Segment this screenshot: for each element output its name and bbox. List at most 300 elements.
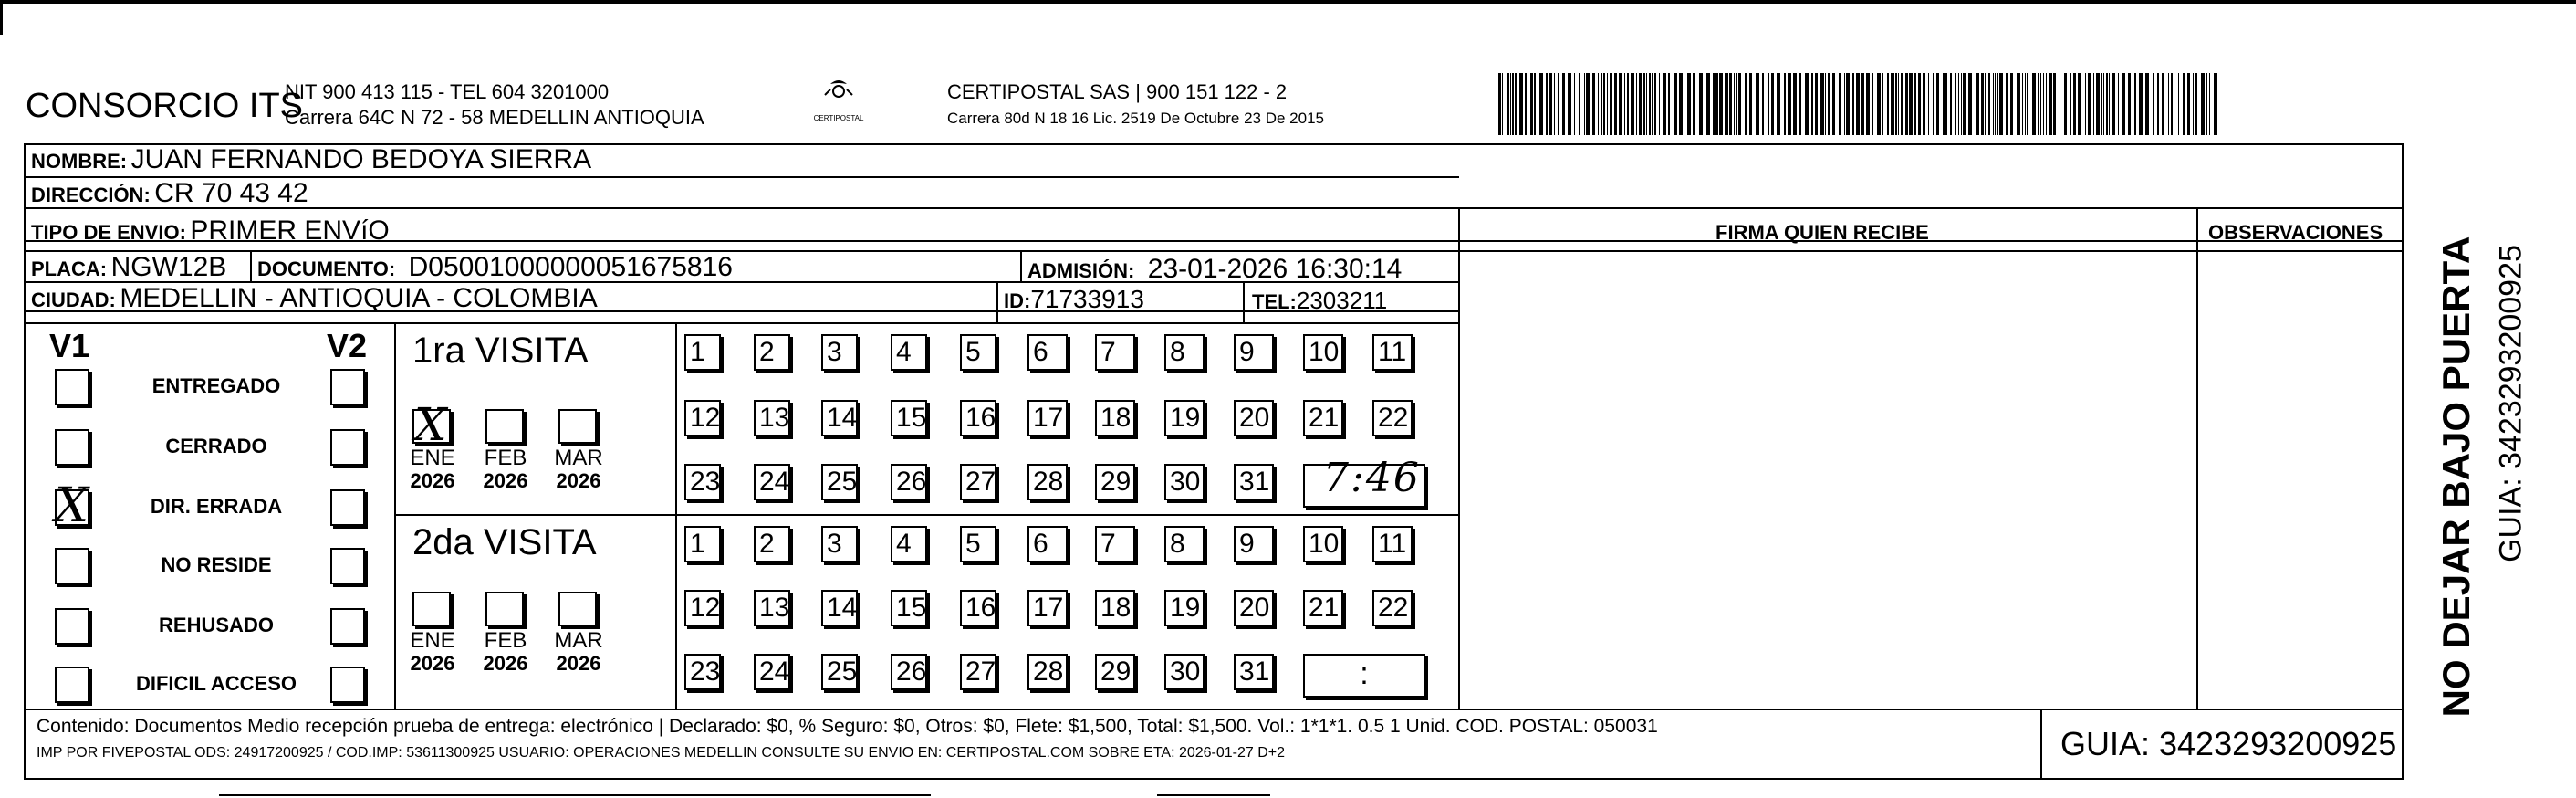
second-visit-day[interactable]: 30 [1164,654,1205,690]
v1-checkbox[interactable] [55,548,89,584]
barcode-bar [1530,73,1533,135]
status-option-label: NO RESIDE [161,553,272,576]
barcode-bar [1914,73,1916,135]
barcode-bar [1502,73,1503,135]
barcode-bar [1815,73,1818,135]
first-visit-day[interactable]: 30 [1164,464,1205,500]
tel-label: TEL: [1252,290,1297,313]
barcode-bar [1846,73,1850,135]
left-edge-line [0,0,3,35]
first-visit-title: 1ra VISITA [412,331,589,371]
first-visit-day[interactable]: 25 [821,464,858,500]
first-visit-time: 7:46 [1323,455,1421,501]
barcode-bar [1968,73,1972,135]
first-visit-day[interactable]: 24 [754,464,790,500]
barcode-bar [1614,73,1617,135]
row-divider [24,207,2404,209]
barcode-bar [1955,73,1956,135]
barcode-bar [1668,73,1670,135]
barcode-bar [1659,73,1660,135]
first-visit-day[interactable]: 7 [1095,334,1135,371]
documento-value: D05001000000051675816 [408,252,733,282]
barcode-bar [1498,73,1501,135]
barcode-bar [1805,73,1809,135]
barcode-bar [1649,73,1651,135]
barcode-bar [2171,73,2173,135]
barcode-bar [1687,73,1691,135]
col-divider [2196,207,2198,709]
barcode-bar [2078,73,2081,135]
v2-checkbox[interactable] [330,608,365,645]
barcode-bar [1811,73,1813,135]
barcode-bar [2022,73,2023,135]
second-visit-day[interactable]: 21 [1303,590,1343,626]
second-visit-day[interactable]: 25 [821,654,858,690]
second-visit-title: 2da VISITA [412,522,597,562]
year-label: 2026 [483,652,528,675]
barcode-bar [2109,73,2110,135]
barcode-bar [2103,73,2104,135]
first-visit-day[interactable]: 19 [1164,400,1205,436]
barcode-bar [1832,73,1835,135]
barcode-bar [2053,73,2056,135]
status-option-label: DIR. ERRADA [150,495,283,518]
barcode-bar [2046,73,2047,135]
barcode-bar [1901,73,1903,135]
barcode-bar [1734,73,1735,135]
first-visit-day[interactable]: 17 [1027,400,1068,436]
firma-label: FIRMA QUIEN RECIBE [1716,221,1929,244]
second-visit-day[interactable]: 7 [1095,526,1135,562]
second-visit-day[interactable]: 29 [1095,654,1135,690]
placa-row [31,252,226,283]
col-divider [996,281,998,322]
first-visit-month-feb[interactable] [485,409,524,444]
barcode-bar [1839,73,1841,135]
barcode-bar [2139,73,2143,135]
barcode-bar [1784,73,1786,135]
barcode-bar [1598,73,1599,135]
barcode-bar [2106,73,2108,135]
barcode-bar [1872,73,1873,135]
row-divider [394,514,1459,516]
barcode-bar [1958,73,1959,135]
first-visit-day[interactable]: 11 [1372,334,1413,371]
second-visit-day[interactable]: 8 [1164,526,1205,562]
barcode-bar [1745,73,1747,135]
col-divider [394,322,396,709]
barcode-bar [1519,73,1523,135]
col-divider [1020,250,1022,281]
barcode-bar [1905,73,1908,135]
barcode-bar [2209,73,2210,135]
barcode-bar [1985,73,1986,135]
barcode-bar [2093,73,2094,135]
barcode-bar [1562,73,1565,135]
barcode-bar [2006,73,2008,135]
side-notice: NO DEJAR BAJO PUERTA [2435,236,2477,718]
second-visit-day[interactable]: 13 [754,590,790,626]
barcode-bar [1976,73,1979,135]
v1-checkbox[interactable] [55,478,89,533]
barcode-bar [1719,73,1723,135]
barcode-bar [2010,73,2013,135]
barcode-bar [1706,73,1710,135]
barcode-bar [1995,73,1996,135]
barcode-bar [1852,73,1854,135]
barcode-bar [2168,73,2169,135]
barcode-bar [2145,73,2149,135]
v1-header: V1 [49,327,90,364]
barcode-bar [2085,73,2086,135]
second-visit-day[interactable]: 1 [684,526,721,562]
barcode-bar [1771,73,1774,135]
barcode-bar [1539,73,1543,135]
ciudad-label: CIUDAD: [31,289,116,311]
barcode-bar [1895,73,1897,135]
col-divider [1458,207,1460,709]
barcode-bar [1693,73,1695,135]
v1-checkbox[interactable] [55,369,89,405]
barcode-bar [1607,73,1608,135]
barcode-bar [1993,73,1994,135]
barcode-bar [1568,73,1571,135]
first-visit-day[interactable]: 9 [1234,334,1274,371]
id-value: 71733913 [1030,285,1144,313]
barcode-bar [1820,73,1824,135]
v2-checkbox[interactable] [330,667,365,703]
second-visit-day[interactable]: 31 [1234,654,1274,690]
v1-checkbox[interactable] [55,667,89,703]
first-visit-day[interactable]: 10 [1303,334,1343,371]
barcode-bar [1592,73,1595,135]
month-label: ENE [410,446,455,470]
barcode-bar [1579,73,1580,135]
certipostal-logo [810,77,867,128]
first-visit-day[interactable]: 29 [1095,464,1135,500]
barcode-bar [1933,73,1934,135]
barcode-bar [1943,73,1945,135]
second-visit-day[interactable]: 3 [821,526,858,562]
first-visit-day[interactable]: 3 [821,334,858,371]
ciudad-value: MEDELLIN - ANTIOQUIA - COLOMBIA [120,283,598,313]
admision-row [1027,254,1402,285]
barcode-bar [1619,73,1622,135]
barcode-bar [1636,73,1637,135]
barcode-bar [1961,73,1962,135]
status-option-label: CERRADO [165,435,267,457]
barcode-bar [1988,73,1990,135]
admision-label: ADMISIÓN: [1027,259,1135,282]
first-visit-time-box[interactable] [1303,455,1425,508]
barcode-bar [2032,73,2036,135]
second-visit-day[interactable]: 17 [1027,590,1068,626]
barcode-bar [1793,73,1797,135]
row-divider [24,322,1459,324]
barcode-bar [1923,73,1925,135]
barcode-bar [2193,73,2194,135]
barcode-bar [1768,73,1769,135]
barcode-bar [2122,73,2125,135]
tel-row [1252,287,1387,315]
direccion-row [31,178,308,209]
tipo-value: PRIMER ENVíO [190,215,390,246]
barcode-bar [1950,73,1952,135]
barcode-bar [1918,73,1921,135]
barcode-bar [1999,73,2003,135]
barcode-bar [1507,73,1509,135]
month-label: FEB [484,446,527,470]
second-visit-day[interactable]: 6 [1027,526,1068,562]
barcode-bar [1729,73,1732,135]
id-row [1004,285,1144,314]
first-visit-day[interactable]: 14 [821,400,858,436]
barcode-bar [2201,73,2205,135]
barcode-bar [2025,73,2026,135]
year-label: 2026 [556,652,601,675]
v2-header: V2 [327,327,368,364]
col-divider [250,250,252,281]
barcode-bar [1663,73,1666,135]
second-visit-time-box[interactable] [1303,654,1425,698]
footer-imp: IMP POR FIVEPOSTAL ODS: 24917200925 / COD.IMP: 53611300925 USUARIO: OPERACIONES MEDELLIN CONSULTE SU ENVIO EN: CERTIPOSTAL.COM SOBRE ETA: 2026-01-27 D+2 [37,745,1286,761]
second-visit-day[interactable]: 22 [1372,590,1413,626]
barcode-bar [2073,73,2076,135]
status-option-label: REHUSADO [159,614,274,636]
barcode-bar [1610,73,1612,135]
first-visit-day[interactable]: 12 [684,400,721,436]
documento-label: DOCUMENTO: [257,257,396,280]
first-visit-day[interactable]: 26 [891,464,927,500]
barcode-bar [1736,73,1737,135]
barcode-bar [1674,73,1677,135]
barcode-bar [1725,73,1728,135]
barcode-bar [1586,73,1590,135]
side-guia: GUIA: 3423293200925 [2493,245,2529,562]
first-visit-day[interactable]: 20 [1234,400,1274,436]
carrier-name: CERTIPOSTAL SAS | 900 151 122 - 2 [947,80,1288,103]
first-visit-day[interactable]: 16 [960,400,996,436]
barcode-bar [1549,73,1552,135]
second-visit-day[interactable]: 12 [684,590,721,626]
second-visit-day[interactable]: 18 [1095,590,1135,626]
barcode-bar [2128,73,2131,135]
barcode-bar [1713,73,1716,135]
company-address: Carrera 64C N 72 - 58 MEDELLIN ANTIOQUIA [285,106,704,129]
admision-value: 23-01-2026 16:30:14 [1147,254,1403,284]
company-nit: NIT 900 413 115 - TEL 604 3201000 [285,80,610,103]
barcode-bar [1898,73,1899,135]
bottom-rule [219,794,931,796]
barcode-bar [1652,73,1653,135]
nombre-value: JUAN FERNANDO BEDOYA SIERRA [130,144,592,174]
barcode-bar [1574,73,1575,135]
nombre-label: NOMBRE: [31,150,128,173]
second-visit-day[interactable]: 2 [754,526,790,562]
second-visit-month-ene[interactable] [412,592,451,626]
direccion-value: CR 70 43 42 [154,178,308,208]
barcode-bar [1679,73,1683,135]
company-name: CONSORCIO ITS [26,87,304,125]
year-label: 2026 [410,652,455,675]
second-visit-day[interactable]: 9 [1234,526,1274,562]
observaciones-label: OBSERVACIONES [2208,221,2383,244]
id-label: ID: [1004,289,1031,312]
first-visit-day[interactable]: 6 [1027,334,1068,371]
second-visit-month-feb[interactable] [485,592,524,626]
second-visit-day[interactable]: 15 [891,590,927,626]
barcode-bar [1828,73,1830,135]
barcode-bar [1624,73,1625,135]
barcode-bar [1981,73,1984,135]
first-visit-day[interactable]: 18 [1095,400,1135,436]
month-label: MAR [554,446,603,470]
second-visit-day[interactable]: 5 [960,526,996,562]
carrier-address: Carrera 80d N 18 16 Lic. 2519 De Octubre 23 De 2015 [947,110,1324,127]
second-visit-day[interactable]: 20 [1234,590,1274,626]
barcode-bar [1777,73,1780,135]
barcode-bar [2206,73,2207,135]
barcode-bar [1749,73,1752,135]
second-visit-day[interactable]: 28 [1027,654,1068,690]
first-visit-day[interactable]: 28 [1027,464,1068,500]
barcode-bar [1525,73,1527,135]
month-label: MAR [554,628,603,653]
first-visit-day[interactable]: 23 [684,464,721,500]
barcode-bar [1936,73,1939,135]
barcode-bar [1646,73,1647,135]
first-visit-day[interactable]: 31 [1234,464,1274,500]
second-visit-day[interactable]: 19 [1164,590,1205,626]
barcode-bar [1654,73,1656,135]
bottom-rule [1157,794,1270,796]
second-visit-time: : [1360,656,1369,691]
barcode-bar [1756,73,1759,135]
second-visit-day[interactable]: 11 [1372,526,1413,562]
v1-checkbox[interactable] [55,608,89,645]
barcode-bar [2118,73,2119,135]
footer-guia: GUIA: 3423293200925 [2060,725,2397,762]
barcode-bar [2096,73,2100,135]
barcode-bar [1844,73,1845,135]
barcode-bar [1631,73,1634,135]
barcode-bar [1945,73,1947,135]
first-visit-day[interactable]: 8 [1164,334,1205,371]
barcode-bar [1699,73,1703,135]
barcode-bar [1643,73,1645,135]
barcode-bar [2070,73,2071,135]
first-visit-month-mar[interactable] [558,409,597,444]
barcode-bar [1882,73,1883,135]
barcode-bar [1554,73,1555,135]
barcode-bar [1512,73,1514,135]
second-visit-day[interactable]: 23 [684,654,721,690]
barcode-bar [2027,73,2028,135]
placa-value: NGW12B [110,252,227,282]
barcode-bar [2195,73,2197,135]
second-visit-day[interactable]: 26 [891,654,927,690]
first-visit-day[interactable]: 2 [754,334,790,371]
placa-label: PLACA: [31,257,108,280]
barcode-bar [2153,73,2154,135]
tipo-row [31,215,390,247]
v2-checkbox[interactable] [330,548,365,584]
barcode-bar [1762,73,1764,135]
first-visit-day[interactable]: 1 [684,334,721,371]
first-visit-day[interactable]: 4 [891,334,927,371]
first-visit-day[interactable]: 13 [754,400,790,436]
second-visit-month-mar[interactable] [558,592,597,626]
barcode-bar [1546,73,1548,135]
barcode-bar [1639,73,1642,135]
barcode-bar [1799,73,1801,135]
status-option-label: DIFICIL ACCESO [135,672,297,695]
barcode-bar [1963,73,1966,135]
barcode-bar [2040,73,2041,135]
month-label: FEB [484,628,527,653]
barcode-bar [2112,73,2115,135]
barcode-bar [2017,73,2020,135]
barcode-bar [1866,73,1870,135]
barcode-bar [1909,73,1913,135]
second-visit-day[interactable]: 10 [1303,526,1343,562]
barcode-bar [2157,73,2159,135]
tipo-label: TIPO DE ENVIO: [31,221,186,244]
second-visit-day[interactable]: 27 [960,654,996,690]
second-visit-day[interactable]: 14 [821,590,858,626]
barcode-bar [2088,73,2091,135]
col-divider [675,322,677,709]
v1-check-mark: X [55,478,89,533]
v2-checkbox[interactable] [330,369,365,405]
barcode-bar [2162,73,2164,135]
nombre-row [31,144,591,175]
barcode-bar [1738,73,1741,135]
first-visit-day[interactable]: 15 [891,400,927,436]
barcode-bar [1891,73,1894,135]
first-visit-day[interactable]: 22 [1372,400,1413,436]
barcode-bar [1584,73,1585,135]
barcode-bar [1928,73,1929,135]
col-divider [1243,281,1245,322]
barcode-bar [1627,73,1629,135]
logo-mark-icon [810,77,867,110]
barcode-bar [2178,73,2179,135]
barcode-bar [2214,73,2217,135]
barcode-bar [2187,73,2190,135]
second-visit-day[interactable]: 16 [960,590,996,626]
second-visit-day[interactable]: 4 [891,526,927,562]
first-visit-month-ene[interactable] [412,398,451,451]
barcode-bar [1603,73,1605,135]
barcode-bar [1877,73,1881,135]
first-visit-day[interactable]: 21 [1303,400,1343,436]
v1-checkbox[interactable] [55,429,89,466]
second-visit-day[interactable]: 24 [754,654,790,690]
barcode-bar [1510,73,1511,135]
barcode-bar [1601,73,1602,135]
month-check-mark: X [414,398,447,451]
first-visit-day[interactable]: 5 [960,334,996,371]
first-visit-day[interactable]: 27 [960,464,996,500]
v2-checkbox[interactable] [330,429,365,466]
barcode-bar [1825,73,1826,135]
barcode-bar [2101,73,2102,135]
year-label: 2026 [483,469,528,492]
barcode-bar [2064,73,2067,135]
v2-checkbox[interactable] [330,489,365,526]
barcode-bar [2183,73,2185,135]
